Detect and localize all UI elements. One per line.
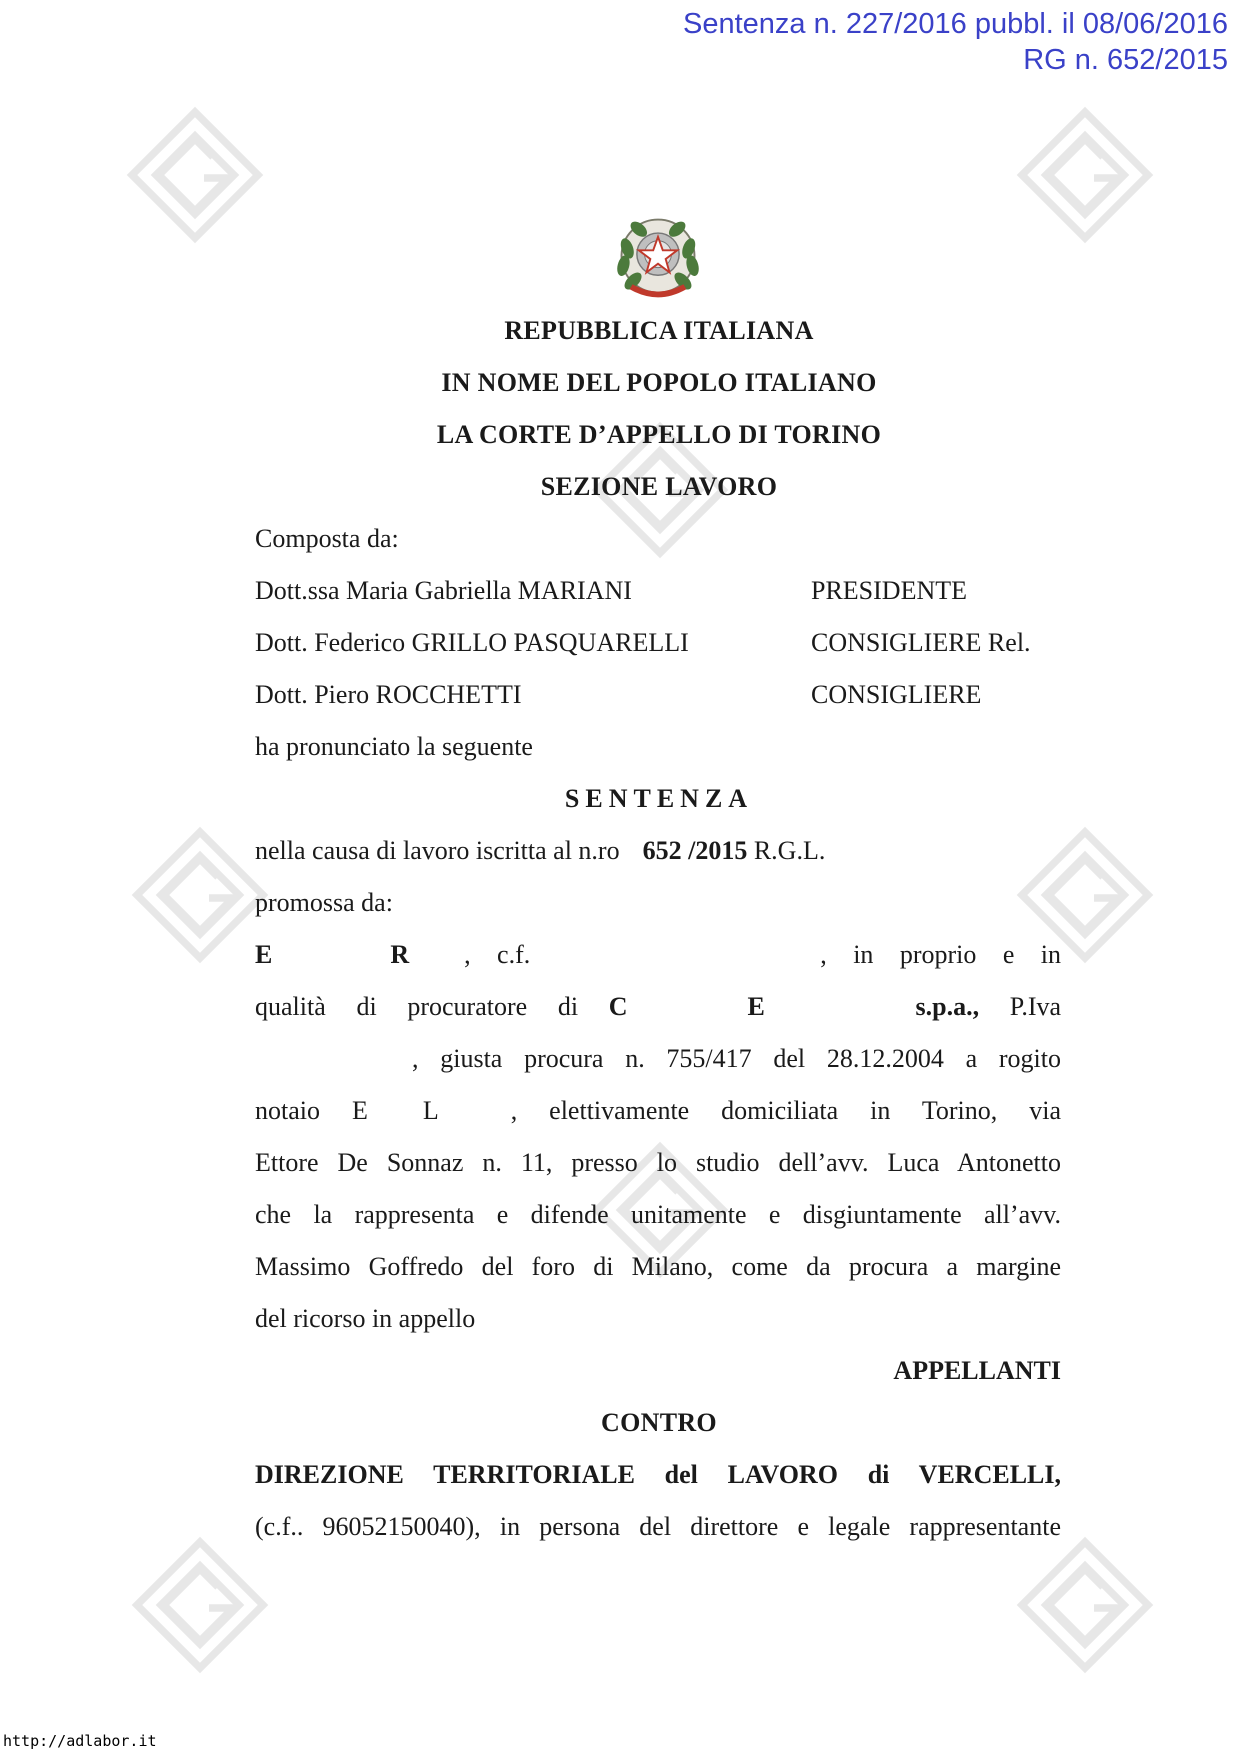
composition-outro: ha pronunciato la seguente <box>255 732 533 761</box>
party-company-type: s.p.a., <box>915 992 980 1021</box>
party-text: qualità <box>255 992 326 1021</box>
promossa-label: promossa da: <box>255 888 393 917</box>
party-line-5: Ettore De Sonnaz n. 11, presso lo studio dell’avv. Luca Antonetto <box>255 1148 1061 1177</box>
party-cf-label: , c.f. <box>464 940 531 969</box>
member-name: Dott. Piero ROCCHETTI <box>255 680 522 709</box>
stamp-rg-line: RG n. 652/2015 <box>1023 44 1228 76</box>
publication-stamp <box>683 6 1228 78</box>
party-line-4 <box>255 1096 1061 1126</box>
watermark-logo-icon <box>125 820 275 970</box>
party-initial: R <box>390 940 410 969</box>
cause-line <box>255 836 825 866</box>
member-role: PRESIDENTE <box>811 576 967 605</box>
party-line-8: del ricorso in appello <box>255 1304 476 1333</box>
cause-suffix: R.G.L. <box>753 836 826 865</box>
party-company-initial: E <box>747 992 765 1021</box>
watermark-logo-icon <box>1010 100 1160 250</box>
member-name: Dott. Federico GRILLO PASQUARELLI <box>255 628 689 657</box>
header-people: IN NOME DEL POPOLO ITALIANO <box>441 368 877 397</box>
watermark-logo-icon <box>120 100 270 250</box>
party-text: , elettivamente domiciliata in Torino, via <box>510 1096 1061 1125</box>
contro-label: CONTRO <box>601 1408 717 1437</box>
party-text: di <box>356 992 377 1021</box>
party-line-7: Massimo Goffredo del foro di Milano, come da procura a margine <box>255 1252 1061 1281</box>
footer-url: http://adlabor.it <box>3 1732 157 1750</box>
member-role: CONSIGLIERE <box>811 680 982 709</box>
italian-republic-emblem-icon <box>610 210 706 306</box>
watermark-logo-icon <box>125 1530 275 1680</box>
party-text: P.Iva <box>1009 992 1062 1021</box>
watermark-logo-icon <box>1010 1530 1160 1680</box>
party-company-initial: C <box>608 992 628 1021</box>
member-name: Dott.ssa Maria Gabriella MARIANI <box>255 576 632 605</box>
header-section: SEZIONE LAVORO <box>540 472 778 501</box>
respondent-line-2: (c.f.. 96052150040), in persona del direttore e legale rappresentante <box>255 1512 1061 1541</box>
party-line-1 <box>255 940 1061 970</box>
respondent-name: DIREZIONE TERRITORIALE del LAVORO di VERCELLI, <box>255 1460 1061 1489</box>
party-text: L <box>422 1096 439 1125</box>
member-role: CONSIGLIERE Rel. <box>811 628 1031 657</box>
composition-intro: Composta da: <box>255 524 399 553</box>
party-text: procuratore <box>407 992 528 1021</box>
cause-number: 652 /2015 <box>642 836 748 865</box>
stamp-sentenza-line: Sentenza n. 227/2016 pubbl. il 08/06/2016 <box>682 8 1228 40</box>
appellanti-label: APPELLANTI <box>893 1356 1061 1385</box>
party-text: notaio E <box>255 1096 368 1125</box>
party-in-proprio: , in proprio e in <box>820 940 1062 969</box>
header-republic: REPUBBLICA ITALIANA <box>504 316 814 345</box>
party-text: di <box>557 992 579 1021</box>
party-line-6: che la rappresenta e difende unitamente e disgiuntamente all’avv. <box>255 1200 1061 1229</box>
cause-prefix: nella causa di lavoro iscritta al n.ro <box>255 836 620 865</box>
header-court: LA CORTE D’APPELLO DI TORINO <box>436 420 882 449</box>
party-line-3: , giusta procura n. 755/417 del 28.12.2004 a rogito <box>412 1044 1061 1073</box>
party-initial: E <box>255 940 273 969</box>
party-line-2 <box>255 992 1061 1022</box>
sentenza-title: SENTENZA <box>564 784 754 813</box>
